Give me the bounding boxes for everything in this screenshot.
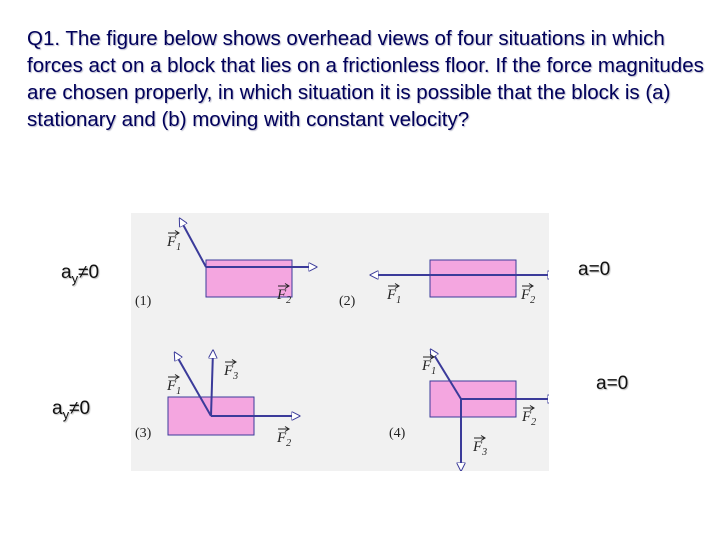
situation-2: [339, 260, 549, 309]
force-label-f2: $F_2$: [522, 409, 537, 428]
force-arrow-f1: [180, 219, 206, 267]
force-diagram: [131, 213, 549, 471]
question-text: Q1. The figure below shows overhead views of four situations in which forces act on a block that lies on a frictionless floor. If the force magnitudes are chosen properly, in which situation it is possible that the block is (a) stationary and (b) moving with constant velocity?: [27, 27, 704, 131]
situation-label: (2): [339, 294, 356, 309]
situation-label: (3): [135, 426, 152, 441]
annotation-situation-1: $a_y\ne 0$: [61, 262, 100, 286]
annotation-situation-4: a=0: [596, 373, 629, 394]
force-label-f2: $F_2$: [277, 287, 292, 306]
annotation-situation-2: a=0: [578, 259, 611, 280]
force-label-f1: $F_1$: [422, 358, 437, 377]
situation-3: [135, 351, 299, 449]
force-label-f2: $F_2$: [277, 430, 292, 449]
force-label-f1: $F_1$: [167, 378, 182, 397]
situation-4: [389, 350, 549, 470]
block: [430, 260, 516, 297]
force-label-f1: $F_1$: [167, 234, 182, 253]
situation-1: [135, 219, 316, 309]
force-label-f2: $F_2$: [521, 287, 536, 306]
situation-label: (1): [135, 294, 152, 309]
force-label-f3: $F_3$: [224, 363, 239, 382]
figure-panel: [131, 213, 549, 471]
force-label-f3: $F_3$: [473, 439, 488, 458]
annotation-situation-3: $a_y\ne 0$: [52, 398, 91, 422]
force-label-f1: $F_1$: [387, 287, 402, 306]
situation-label: (4): [389, 426, 406, 441]
